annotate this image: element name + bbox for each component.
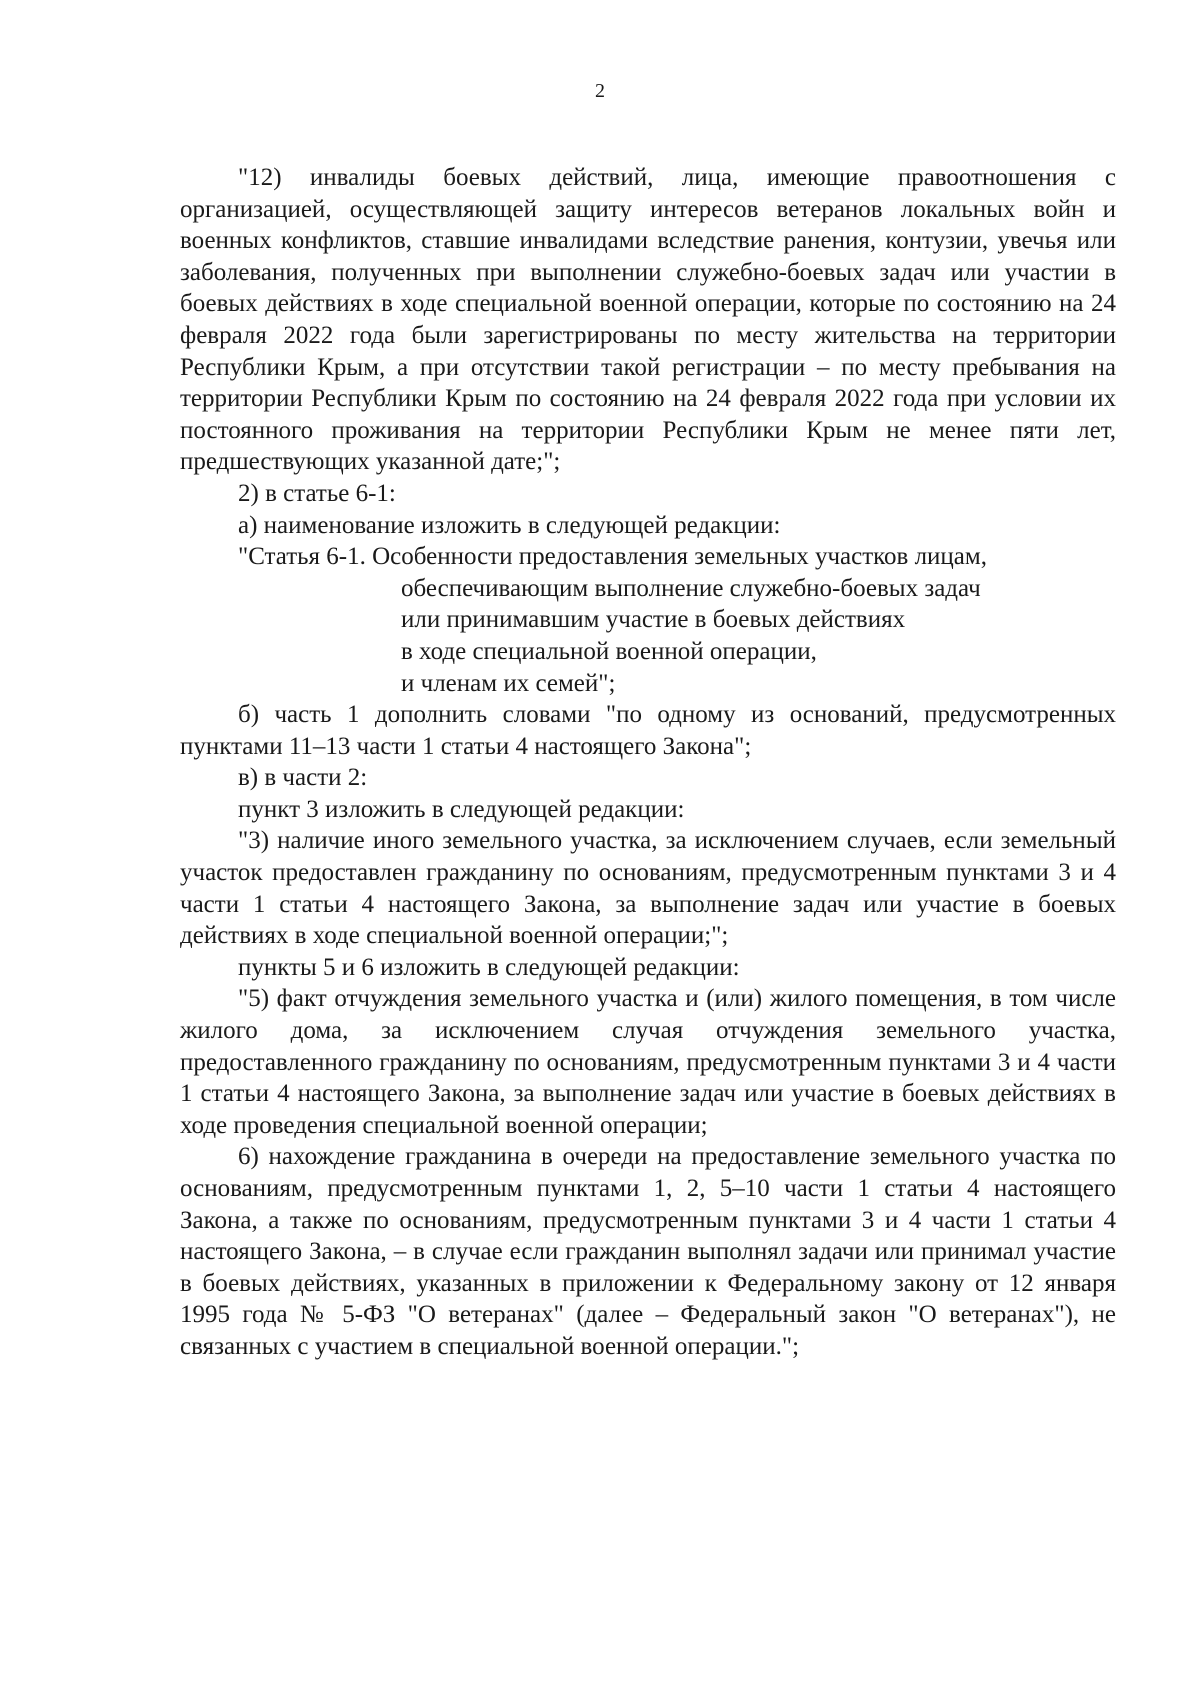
article-title-line: "Статья 6-1. Особенности предоставления земельных участков лицам, — [238, 543, 987, 571]
document-body — [180, 162, 1116, 1363]
paragraph-item-5: "5) факт отчуждения земельного участка и (или) жилого помещения, в том числе жилого дома, за исключением случая отчуждения земельного участка, предоставленного гражданину по основаниям, предусмотренным пунктами 3 и 4 части 1 статьи 4 настоящего Закона, за выполнение задач или участие в боевых действиях в ходе проведения специальной военной операции; — [180, 985, 1116, 1139]
article-title-block — [180, 541, 1116, 699]
paragraph-subitem-b: б) часть 1 дополнить словами "по одному из оснований, предусмотренных пунктами 11–13 части 1 статьи 4 настоящего Закона"; — [180, 701, 1116, 760]
paragraph-item-3: "3) наличие иного земельного участка, за исключением случаев, если земельный участок предоставлен гражданину по основаниям, предусмотренным пунктами 3 и 4 части 1 статьи 4 настоящего Закона, за выполнение задач или участие в боевых действиях в ходе специальной военной операции;"; — [180, 827, 1116, 950]
page-number: 2 — [595, 80, 605, 102]
paragraph-item-3-intro: пункт 3 изложить в следующей редакции: — [238, 795, 685, 823]
paragraph-subitem-a: а) наименование изложить в следующей редакции: — [238, 511, 781, 539]
article-title-line: обеспечивающим выполнение служебно-боевых задач — [401, 574, 981, 602]
paragraph-article-6-1: 2) в статье 6-1: — [238, 479, 396, 507]
article-title-line: или принимавшим участие в боевых действиях — [401, 606, 906, 634]
paragraph-item-6: 6) нахождение гражданина в очереди на предоставление земельного участка по основаниям, предусмотренным пунктами 1, 2, 5–10 части 1 статьи 4 настоящего Закона, а также по основаниям, предусмотренным пунктами 3 и 4 части 1 статьи 4 настоящего Закона, – в случае если гражданин выполнял задачи или принимал участие в боевых действиях, указанных в приложении к Федеральному закону от 12 января 1995 года № 5-ФЗ "О ветеранах" (далее – Федеральный закон "О ветеранах"), не связанных с участием в специальной военной операции."; — [180, 1143, 1116, 1360]
article-title-line: в ходе специальной военной операции, — [401, 637, 817, 665]
paragraph-subitem-v: в) в части 2: — [238, 764, 368, 792]
paragraph-item-12: "12) инвалиды боевых действий, лица, имеющие правоотношения с организацией, осуществляющей защиту интересов ветеранов локальных войн и военных конфликтов, ставшие инвалидами вследствие ранения, контузии, увечья или заболевания, полученных при выполнении служебно-боевых задач или участии в боевых действиях в ходе специальной военной операции, которые по состоянию на 24 февраля 2022 года были зарегистрированы по месту жительства на территории Республики Крым, а при отсутствии такой регистрации – по месту пребывания на территории Республики Крым по состоянию на 24 февраля 2022 года при условии их постоянного проживания на территории Республики Крым не менее пяти лет, предшествующих указанной дате;"; — [180, 164, 1116, 476]
article-title-line: и членам их семей"; — [401, 669, 616, 697]
paragraph-items-5-6-intro: пункты 5 и 6 изложить в следующей редакции: — [238, 953, 740, 981]
